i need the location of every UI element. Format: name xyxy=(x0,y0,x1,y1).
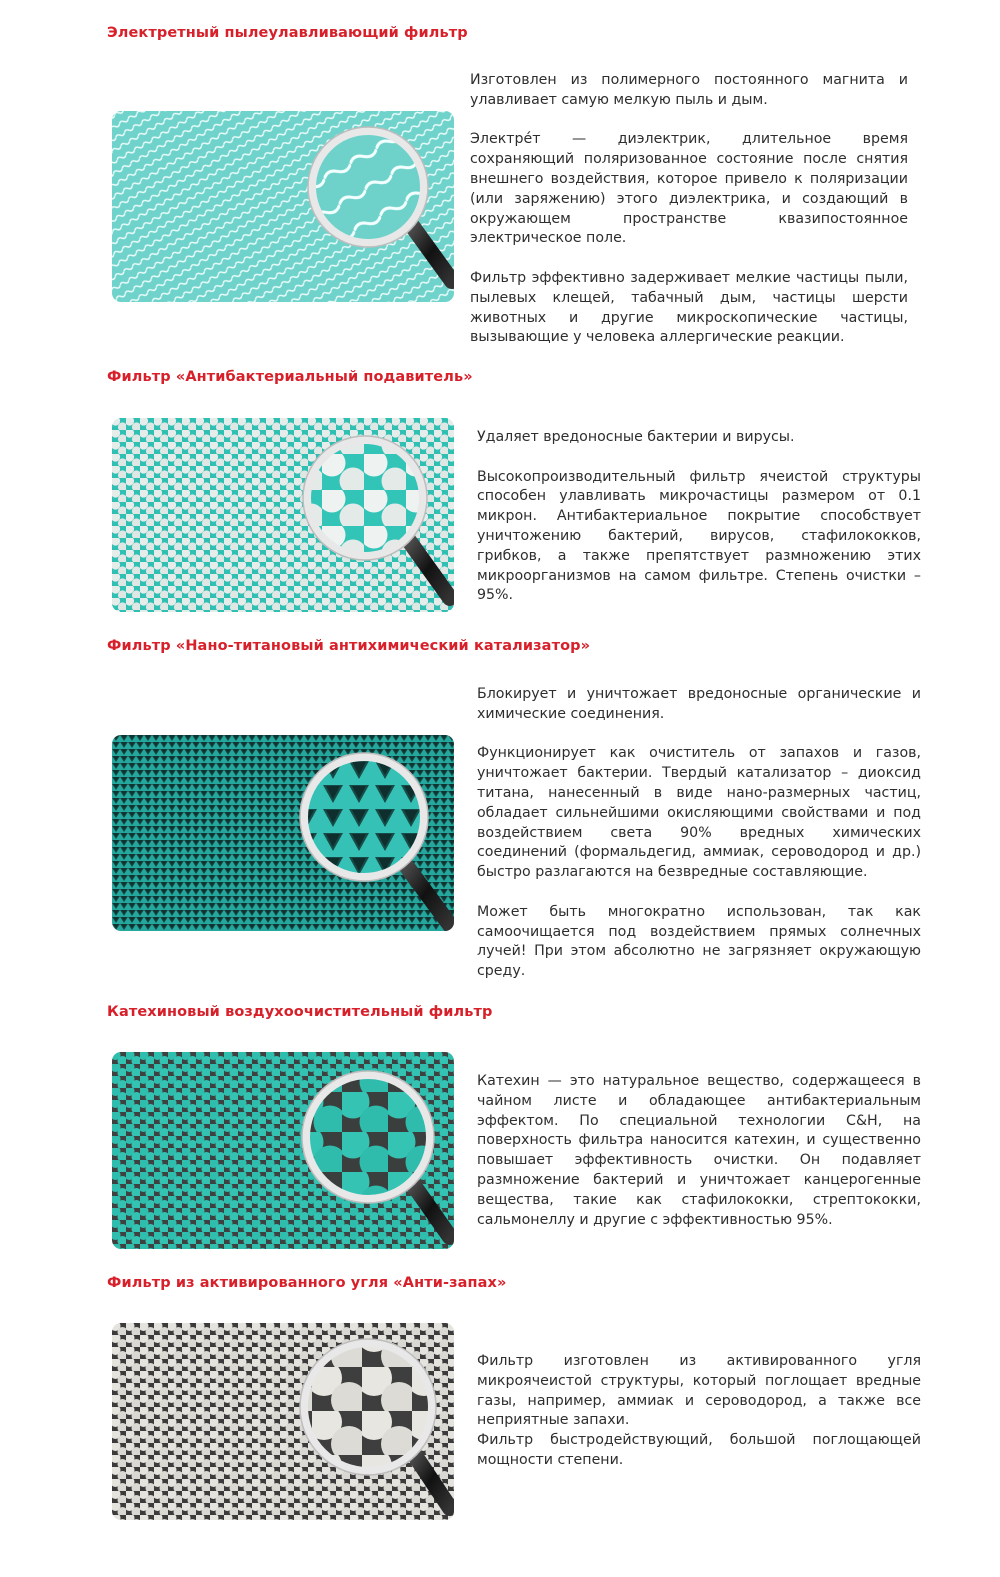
magnifier-catechin-mesh-image xyxy=(112,1052,454,1249)
magnifier-antibacterial-mesh-image xyxy=(112,418,454,612)
section-text-electret xyxy=(470,71,908,348)
magnifier-electret-mesh-image xyxy=(112,111,454,302)
section-text-catechin xyxy=(477,1072,921,1230)
paragraph: Электре́т — диэлектрик, длительное время сохраняющий поляризованное состояние после снятия внешнего воздействия, которое привело к поляризации (или заряжению) этого диэлектрика, и создающий в окружающем пространстве квазипостоянное электрическое поле. xyxy=(470,131,908,247)
paragraph: Может быть многократно использован, так как самоочищается под воздействием прямых солнечных лучей! При этом абсолютно не загрязняет окружающую среду. xyxy=(477,903,921,980)
paragraph: Удаляет вредоносные бактерии и вирусы. xyxy=(477,429,795,445)
paragraph: Изготовлен из полимерного постоянного магнита и улавливает самую мелкую пыль и дым. xyxy=(470,72,908,108)
magnifier-nano-titanium-mesh-image xyxy=(112,735,454,931)
section-title-electret: Электретный пылеулавливающий фильтр xyxy=(107,25,468,41)
section-text-nano-titanium xyxy=(477,685,921,982)
section-text-activated-carbon xyxy=(477,1352,921,1471)
section-title-antibacterial: Фильтр «Антибактериальный подавитель» xyxy=(107,369,473,385)
magnifier-activated-carbon-mesh-image xyxy=(112,1323,454,1520)
section-text-antibacterial xyxy=(477,428,921,606)
paragraph: Фильтр изготовлен из активированного угля микроячеистой структуры, который поглощает вредные газы, например, аммиак и сероводород, а также все неприятные запахи. xyxy=(477,1353,921,1429)
section-title-nano-titanium: Фильтр «Нано-титановый антихимический катализатор» xyxy=(107,638,591,654)
paragraph: Высокопроизводительный фильтр ячеистой структуры способен улавливать микрочастицы размером от 0.1 микрон. Антибактериальное покрытие способствует уничтожению бактерий, вирусов, стафилококков, грибков, а также препятствует размножению этих микроорганизмов на самом фильтре. Степень очистки – 95%. xyxy=(477,468,921,604)
section-title-catechin: Катехиновый воздухоочистительный фильтр xyxy=(107,1004,493,1020)
paragraph: Фильтр эффективно задерживает мелкие частицы пыли, пылевых клещей, табачный дым, частицы шерсти животных и другие микроскопические частицы, вызывающие у человека аллергические реакции. xyxy=(470,269,908,346)
paragraph: Функционирует как очиститель от запахов и газов, уничтожает бактерии. Твердый катализатор – диоксид титана, нанесенный в виде нано-размерных частиц, обладает сильнейшими окисляющими свойствами и под воздействием света 90% вредных химических соединений (формальдегид, аммиак, сероводород и др.) быстро разлагаются на безвредные составляющие. xyxy=(477,745,921,881)
paragraph: Катехин — это натуральное вещество, содержащееся в чайном листе и обладающее антибактериальным эффектом. По специальной технологии C&H, на поверхность фильтра наносится катехин, и существенно повышает эффективность очистки. Он подавляет размножение бактерий и уничтожает канцерогенные вещества, такие как стафилококки, стрептококки, сальмонеллу и другие с эффективностью 95%. xyxy=(477,1073,921,1228)
paragraph: Блокирует и уничтожает вредоносные органические и химические соединения. xyxy=(477,686,921,722)
paragraph: Фильтр быстродействующий, большой поглощающей мощности степени. xyxy=(477,1432,921,1468)
section-title-activated-carbon: Фильтр из активированного угля «Анти-запах» xyxy=(107,1275,507,1291)
